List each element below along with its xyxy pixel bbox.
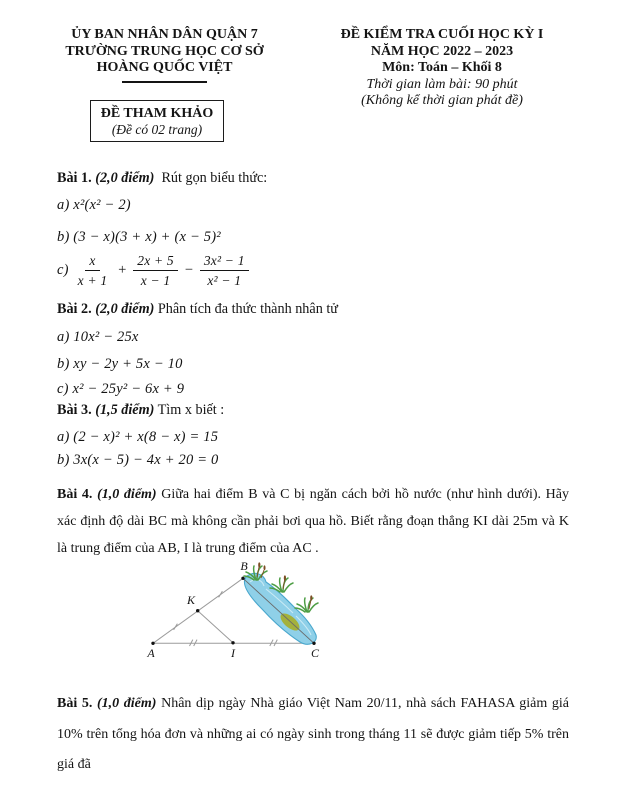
grass-tuft-3 bbox=[295, 595, 318, 612]
grass-blades bbox=[295, 598, 318, 612]
bai4-paragraph bbox=[57, 481, 569, 562]
bai4-points: (1,0 điểm) bbox=[97, 487, 157, 502]
fraction-1-denominator: x + 1 bbox=[77, 273, 108, 288]
bai3-intro: Tìm x biết : bbox=[157, 402, 225, 418]
bai2-heading bbox=[57, 301, 569, 318]
bai1-intro: Rút gọn biểu thức: bbox=[161, 170, 268, 186]
bai3-heading bbox=[57, 402, 569, 419]
fraction-3-denominator: x² − 1 bbox=[207, 273, 242, 288]
tick-IC-1 bbox=[270, 640, 273, 646]
tick-IC-2 bbox=[274, 640, 277, 646]
bai5-paragraph bbox=[57, 689, 569, 781]
operator-minus: − bbox=[183, 262, 194, 278]
tick-AI-1 bbox=[190, 640, 193, 646]
bai1-label: Bài 1. bbox=[57, 170, 92, 186]
dot-I bbox=[231, 641, 234, 644]
bai1-points: (2,0 điểm) bbox=[95, 170, 155, 186]
bai3-points: (1,5 điểm) bbox=[95, 402, 155, 418]
fraction-3 bbox=[200, 252, 249, 289]
exam-title-line: ĐỀ KIỂM TRA CUỐI HỌC KỲ I bbox=[340, 27, 544, 42]
fraction-1 bbox=[74, 252, 112, 289]
segment-KI bbox=[198, 611, 233, 643]
bai5-text: Nhân dịp ngày Nhà giáo Việt Nam 20/11, nhà sách FAHASA giảm giá 10% trên tổng hóa đơn và những ai có ngày sinh trong tháng 11 sẽ được giảm tiếp 5% trên giá đã bbox=[57, 696, 570, 772]
triangle-lake-figure bbox=[140, 556, 346, 671]
bai2-points: (2,0 điểm) bbox=[95, 301, 155, 317]
district-line: ỦY BAN NHÂN DÂN QUẬN 7 bbox=[71, 27, 258, 42]
bai1-item-a: a) x²(x² − 2) bbox=[57, 197, 131, 213]
tick-KB bbox=[219, 591, 223, 597]
exam-content bbox=[57, 0, 569, 789]
bai1-item-c bbox=[57, 252, 569, 289]
duration-line: Thời gian làm bài: 90 phút bbox=[366, 76, 518, 92]
school-type-line: TRƯỜNG TRUNG HỌC CƠ SỞ bbox=[65, 43, 264, 59]
school-year-line: NĂM HỌC 2022 – 2023 bbox=[370, 43, 514, 59]
label-A: A bbox=[147, 646, 155, 660]
bai5-label: Bài 5. bbox=[57, 696, 93, 711]
fraction-2-numerator: 2x + 5 bbox=[133, 252, 178, 271]
bai3-item-a: a) (2 − x)² + x(8 − x) = 15 bbox=[57, 429, 219, 445]
bai5-points: (1,0 điểm) bbox=[97, 696, 157, 711]
dot-C bbox=[312, 642, 315, 645]
subject-line: Môn: Toán – Khối 8 bbox=[382, 60, 502, 75]
tick-AK bbox=[174, 624, 178, 630]
dot-A bbox=[151, 642, 154, 645]
bai2-label: Bài 2. bbox=[57, 301, 92, 317]
bai1-item-c-label: c) bbox=[57, 262, 69, 278]
dot-K bbox=[196, 609, 199, 612]
bai4-label: Bài 4. bbox=[57, 487, 93, 502]
bai1-item-b: b) (3 − x)(3 + x) + (x − 5)² bbox=[57, 229, 221, 245]
label-K: K bbox=[186, 593, 196, 607]
label-C: C bbox=[310, 646, 320, 660]
bai2-intro: Phân tích đa thức thành nhân tử bbox=[157, 301, 338, 317]
duration-note-line: (Không kể thời gian phát đề) bbox=[361, 93, 523, 108]
bai3-label: Bài 3. bbox=[57, 402, 92, 418]
label-B: B bbox=[240, 559, 248, 573]
bai3-item-b: b) 3x(x − 5) − 4x + 20 = 0 bbox=[57, 452, 219, 468]
dot-B bbox=[241, 577, 244, 580]
bai2-item-c: c) x² − 25y² − 6x + 9 bbox=[57, 381, 185, 397]
fraction-1-numerator: x bbox=[85, 252, 99, 271]
bai2-item-a: a) 10x² − 25x bbox=[57, 329, 139, 345]
operator-plus: + bbox=[117, 262, 128, 278]
exam-box-subtitle: (Đề có 02 trang) bbox=[111, 122, 203, 137]
bai4-text: Giữa hai điểm B và C bị ngăn cách bởi hồ nước (như hình dưới). Hãy xác định độ dài BC mà không cần phải bơi qua hồ. Biết rằng đoạn thẳng KI dài 25m và K là trung điểm của AB, I là trung điểm của AC . bbox=[57, 487, 569, 556]
tick-AI-2 bbox=[194, 640, 197, 646]
bai1-heading bbox=[57, 170, 569, 187]
school-name-line: HOÀNG QUỐC VIỆT bbox=[96, 60, 233, 75]
cattail-icon bbox=[283, 575, 286, 589]
fraction-3-numerator: 3x² − 1 bbox=[200, 252, 249, 271]
fraction-2 bbox=[133, 252, 178, 289]
exam-box-title: ĐỀ THAM KHẢO bbox=[100, 106, 214, 121]
bai2-item-b: b) xy − 2y + 5x − 10 bbox=[57, 356, 183, 372]
fraction-2-denominator: x − 1 bbox=[140, 273, 171, 288]
label-I: I bbox=[231, 646, 235, 660]
